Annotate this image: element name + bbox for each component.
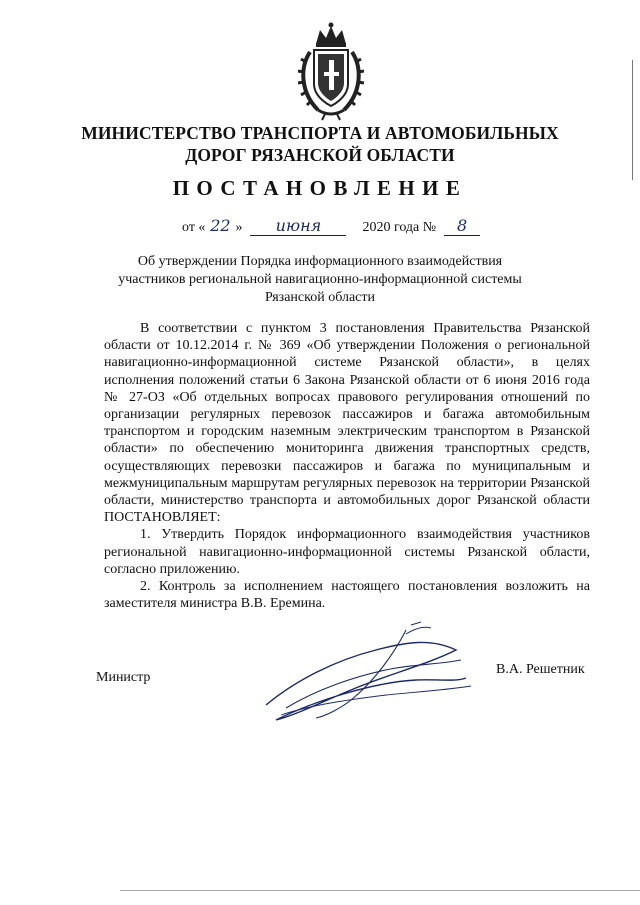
document-subject <box>80 253 560 307</box>
document-type: ПОСТАНОВЛЕНИЕ <box>172 176 468 200</box>
body-paragraph-preamble: В соответствии с пунктом 3 постановления Правительства Рязанской области от 10.12.2014 г. № 369 «Об утверждении Положения о региональной навигационно-информационной системе Рязанской области», в целях исполнения положений статьи 6 Закона Рязанской области от 6 июня 2016 года № 27-ОЗ «Об отдельных вопросах правового регулирования отношений по организации регулярных перевозок пассажиров и багажа автомобильным транспортом и городским наземным электрическим транспортом в Рязанской области» по обеспечению мониторинга движения транспортных средств, осуществляющих перевозки пассажиров и багажа по муниципальным и межмуниципальным маршрутам регулярных перевозок на территории Рязанской области, министерство транспорта и автомобильных дорог Рязанской области ПОСТАНОВЛЯЕТ: <box>104 321 590 526</box>
document-body <box>104 320 590 612</box>
ministry-title <box>70 122 570 166</box>
signatory-title: Министр <box>96 670 151 685</box>
handwritten-month: июня <box>250 216 346 236</box>
scan-bottom-line <box>120 890 640 891</box>
subject-line1: Об утверждении Порядка информационного взаимодействия <box>137 254 503 269</box>
signature-block <box>0 662 640 722</box>
coat-of-arms-icon <box>296 22 366 122</box>
handwritten-day: 22 <box>210 216 231 235</box>
scan-edge-line <box>632 60 633 180</box>
year-label: 2020 года № <box>362 220 437 235</box>
date-prefix: от « <box>182 220 206 235</box>
ministry-title-line2: ДОРОГ РЯЗАНСКОЙ ОБЛАСТИ <box>185 145 455 165</box>
subject-line2: участников региональной навигационно-информационной системы <box>118 272 522 287</box>
handwritten-number: 8 <box>444 216 480 236</box>
subject-line3: Рязанской области <box>264 290 376 305</box>
date-quote-close: » <box>235 220 243 235</box>
body-item-1: 1. Утвердить Порядок информационного взаимодействия участников региональной навигационно-информационной системы Рязанской области, согласно приложению. <box>104 527 590 577</box>
body-item-2: 2. Контроль за исполнением настоящего постановления возложить на заместителя министра В.В. Еремина. <box>104 579 590 612</box>
date-number-line <box>182 216 480 236</box>
ministry-title-line1: МИНИСТЕРСТВО ТРАНСПОРТА И АВТОМОБИЛЬНЫХ <box>81 123 559 143</box>
signatory-name: В.А. Решетник <box>496 662 585 677</box>
